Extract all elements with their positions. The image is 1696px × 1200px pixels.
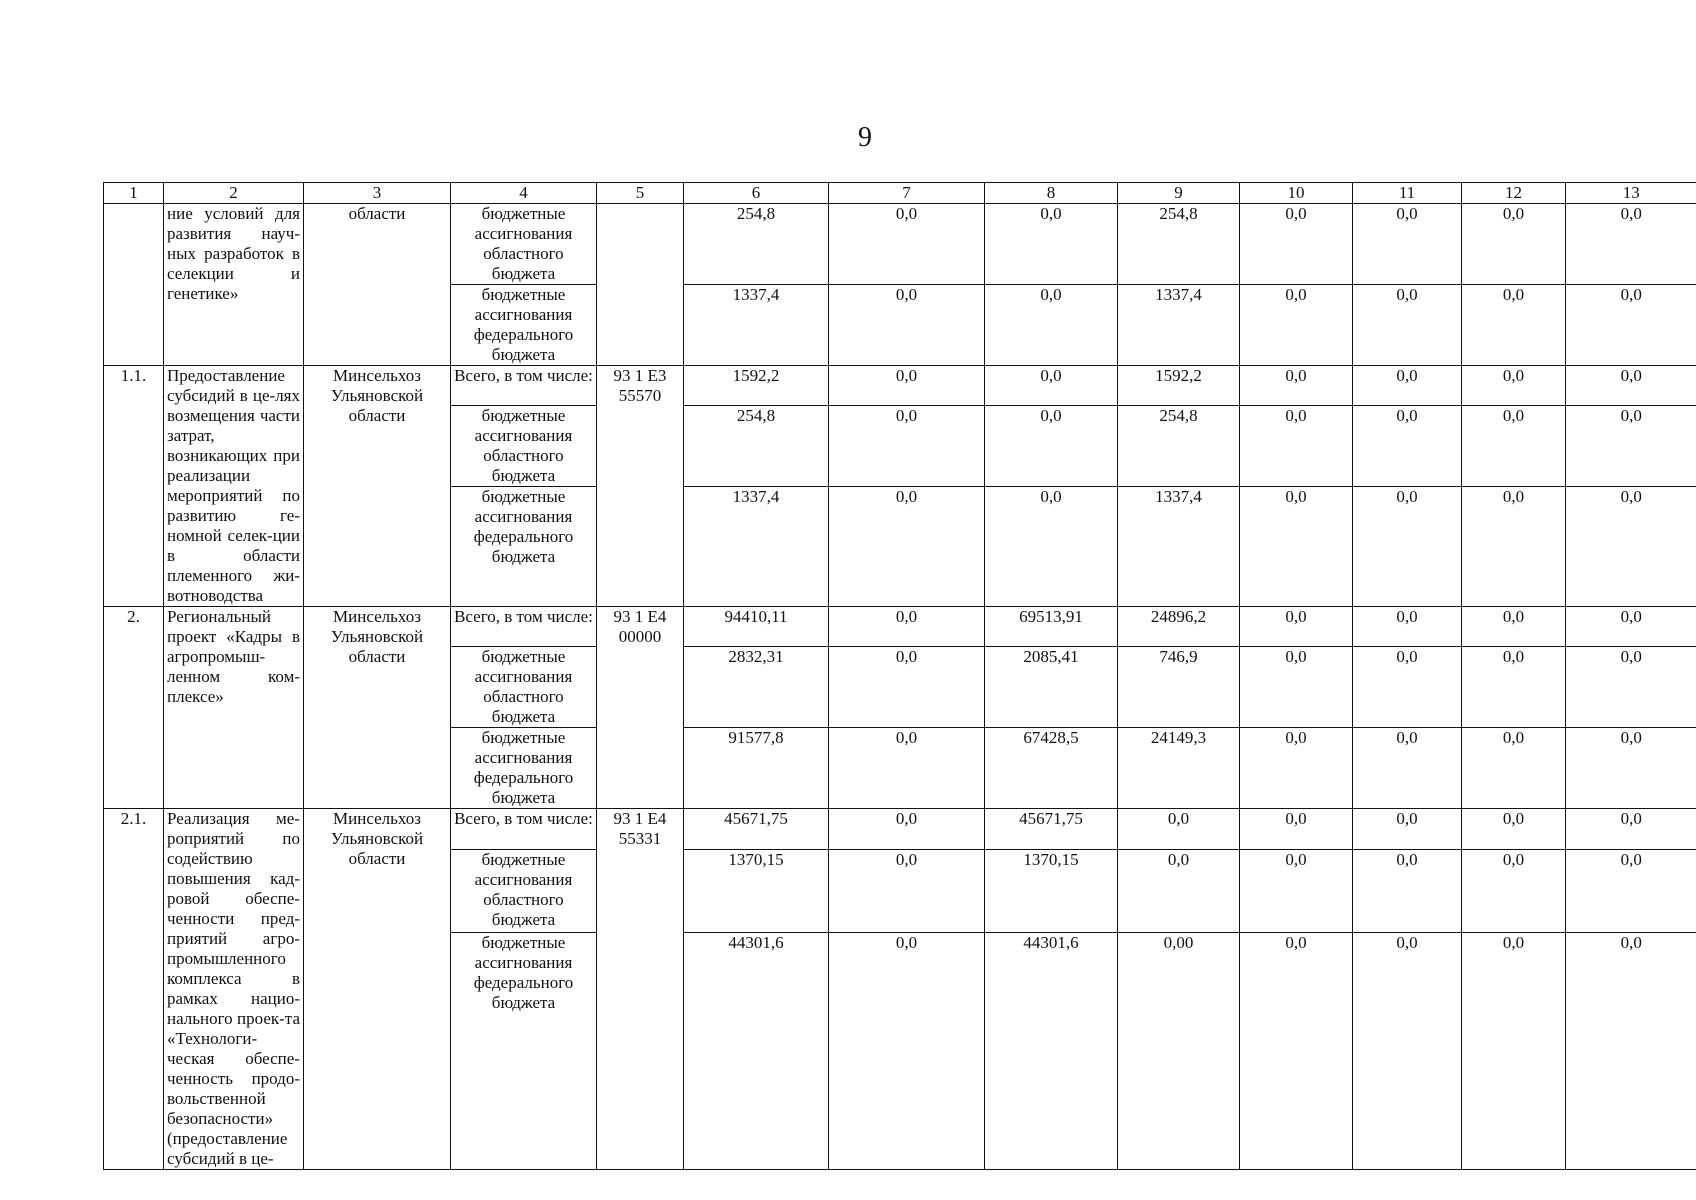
value-cell: 0,0	[829, 933, 985, 1170]
value-cell: 0,0	[1462, 809, 1566, 850]
value-cell: 0,0	[829, 366, 985, 406]
executor: Минсельхоз Ульяновской области	[304, 809, 451, 1170]
value-cell: 44301,6	[684, 933, 829, 1170]
value-cell: 0,0	[1566, 850, 1696, 933]
value-cell: 0,0	[1566, 487, 1696, 607]
column-number: 6	[684, 183, 829, 204]
value-cell: 0,0	[1240, 406, 1353, 487]
value-cell: 0,0	[1353, 647, 1462, 728]
value-cell: 254,8	[1118, 204, 1240, 285]
value-cell: 0,0	[985, 406, 1118, 487]
row-number: 2.1.	[104, 809, 164, 1170]
value-cell: 0,0	[1118, 809, 1240, 850]
value-cell: 0,0	[829, 285, 985, 366]
value-cell: 1337,4	[684, 487, 829, 607]
table-row	[104, 607, 1696, 647]
measure-name: Предоставление субсидий в це-лях возмещения части затрат, возникающих при реализации мероприятий по развитию ге-номной селек-ции в области племенного жи-вотноводства	[164, 366, 304, 607]
column-number: 7	[829, 183, 985, 204]
value-cell: 254,8	[1118, 406, 1240, 487]
page-number: 9	[858, 122, 872, 153]
funding-source: бюджетные ассигнования областного бюджета	[451, 850, 597, 933]
column-number: 12	[1462, 183, 1566, 204]
value-cell: 0,0	[829, 850, 985, 933]
row-number: 1.1.	[104, 366, 164, 607]
column-number-row	[104, 183, 1696, 204]
value-cell: 0,0	[1462, 285, 1566, 366]
budget-code: 93 1 Е3 55570	[597, 366, 684, 607]
value-cell: 45671,75	[985, 809, 1118, 850]
value-cell: 0,0	[1566, 607, 1696, 647]
row-number	[104, 204, 164, 366]
funding-source: бюджетные ассигнования областного бюджета	[451, 647, 597, 728]
value-cell: 0,0	[829, 809, 985, 850]
value-cell: 0,0	[1462, 850, 1566, 933]
value-cell: 0,00	[1118, 933, 1240, 1170]
value-cell: 0,0	[985, 204, 1118, 285]
value-cell: 0,0	[1462, 366, 1566, 406]
column-number: 3	[304, 183, 451, 204]
value-cell: 0,0	[985, 366, 1118, 406]
budget-code	[597, 204, 684, 366]
value-cell: 0,0	[1462, 647, 1566, 728]
value-cell: 254,8	[684, 204, 829, 285]
value-cell: 0,0	[1240, 204, 1353, 285]
value-cell: 0,0	[829, 607, 985, 647]
executor: области	[304, 204, 451, 366]
value-cell: 67428,5	[985, 728, 1118, 809]
column-number: 4	[451, 183, 597, 204]
value-cell: 0,0	[1462, 728, 1566, 809]
value-cell: 1370,15	[985, 850, 1118, 933]
column-number: 10	[1240, 183, 1353, 204]
executor: Минсельхоз Ульяновской области	[304, 366, 451, 607]
value-cell: 0,0	[1566, 933, 1696, 1170]
value-cell: 0,0	[1566, 285, 1696, 366]
value-cell: 1592,2	[1118, 366, 1240, 406]
value-cell: 0,0	[1353, 607, 1462, 647]
value-cell: 0,0	[1240, 285, 1353, 366]
value-cell: 0,0	[829, 647, 985, 728]
value-cell: 24896,2	[1118, 607, 1240, 647]
value-cell: 0,0	[829, 204, 985, 285]
measure-name: Региональный проект «Кадры в агропромыш-ленном ком-плексе»	[164, 607, 304, 809]
value-cell: 2832,31	[684, 647, 829, 728]
value-cell: 254,8	[684, 406, 829, 487]
funding-source: бюджетные ассигнования федерального бюджета	[451, 487, 597, 607]
column-number: 2	[164, 183, 304, 204]
value-cell: 1337,4	[1118, 487, 1240, 607]
table-row	[104, 366, 1696, 406]
budget-code: 93 1 Е4 00000	[597, 607, 684, 809]
measure-name: ние условий для развития науч-ных разработок в селекции и генетике»	[164, 204, 304, 366]
value-cell: 1592,2	[684, 366, 829, 406]
column-number: 1	[104, 183, 164, 204]
funding-source: бюджетные ассигнования федерального бюджета	[451, 933, 597, 1170]
value-cell: 0,0	[1118, 850, 1240, 933]
value-cell: 44301,6	[985, 933, 1118, 1170]
value-cell: 0,0	[1566, 204, 1696, 285]
value-cell: 0,0	[1240, 647, 1353, 728]
value-cell: 0,0	[1353, 728, 1462, 809]
value-cell: 1337,4	[684, 285, 829, 366]
value-cell: 0,0	[1353, 850, 1462, 933]
value-cell: 0,0	[1240, 809, 1353, 850]
funding-source: Всего, в том числе:	[451, 809, 597, 850]
value-cell: 0,0	[1240, 850, 1353, 933]
value-cell: 0,0	[985, 285, 1118, 366]
value-cell: 0,0	[1240, 607, 1353, 647]
value-cell: 0,0	[829, 728, 985, 809]
value-cell: 91577,8	[684, 728, 829, 809]
budget-code: 93 1 Е4 55331	[597, 809, 684, 1170]
value-cell: 2085,41	[985, 647, 1118, 728]
value-cell: 0,0	[1566, 366, 1696, 406]
value-cell: 1370,15	[684, 850, 829, 933]
value-cell: 0,0	[1462, 204, 1566, 285]
value-cell: 0,0	[1566, 647, 1696, 728]
value-cell: 0,0	[1566, 406, 1696, 487]
column-number: 11	[1353, 183, 1462, 204]
value-cell: 0,0	[1462, 607, 1566, 647]
value-cell: 0,0	[1353, 933, 1462, 1170]
column-number: 5	[597, 183, 684, 204]
executor: Минсельхоз Ульяновской области	[304, 607, 451, 809]
column-number: 13	[1566, 183, 1696, 204]
funding-source: бюджетные ассигнования областного бюджета	[451, 406, 597, 487]
value-cell: 0,0	[829, 487, 985, 607]
value-cell: 746,9	[1118, 647, 1240, 728]
funding-source: бюджетные ассигнования областного бюджета	[451, 204, 597, 285]
value-cell: 0,0	[1240, 487, 1353, 607]
funding-source: бюджетные ассигнования федерального бюджета	[451, 728, 597, 809]
value-cell: 69513,91	[985, 607, 1118, 647]
column-number: 9	[1118, 183, 1240, 204]
value-cell: 94410,11	[684, 607, 829, 647]
value-cell: 0,0	[1462, 933, 1566, 1170]
value-cell: 0,0	[1353, 285, 1462, 366]
value-cell: 0,0	[1353, 204, 1462, 285]
value-cell: 0,0	[1566, 809, 1696, 850]
value-cell: 0,0	[1462, 406, 1566, 487]
value-cell: 24149,3	[1118, 728, 1240, 809]
funding-source: Всего, в том числе:	[451, 366, 597, 406]
value-cell: 0,0	[985, 487, 1118, 607]
table-row	[104, 809, 1696, 850]
column-number: 8	[985, 183, 1118, 204]
value-cell: 0,0	[1462, 487, 1566, 607]
budget-table	[103, 182, 1696, 1170]
value-cell: 45671,75	[684, 809, 829, 850]
funding-source: бюджетные ассигнования федерального бюджета	[451, 285, 597, 366]
value-cell: 0,0	[1240, 933, 1353, 1170]
value-cell: 0,0	[1353, 809, 1462, 850]
funding-source: Всего, в том числе:	[451, 607, 597, 647]
value-cell: 0,0	[1353, 406, 1462, 487]
value-cell: 0,0	[1353, 366, 1462, 406]
value-cell: 0,0	[1353, 487, 1462, 607]
row-number: 2.	[104, 607, 164, 809]
measure-name: Реализация ме-роприятий по содействию повышения кад-ровой обеспе-ченности пред-приятий агро-промышленного комплекса в рамках нацио-нального проек-та «Технологи-ческая обеспе-ченность продо-вольственной безопасности» (предоставление субсидий в це-	[164, 809, 304, 1170]
value-cell: 0,0	[1240, 366, 1353, 406]
value-cell: 0,0	[1566, 728, 1696, 809]
table-row	[104, 204, 1696, 285]
value-cell: 1337,4	[1118, 285, 1240, 366]
value-cell: 0,0	[829, 406, 985, 487]
value-cell: 0,0	[1240, 728, 1353, 809]
